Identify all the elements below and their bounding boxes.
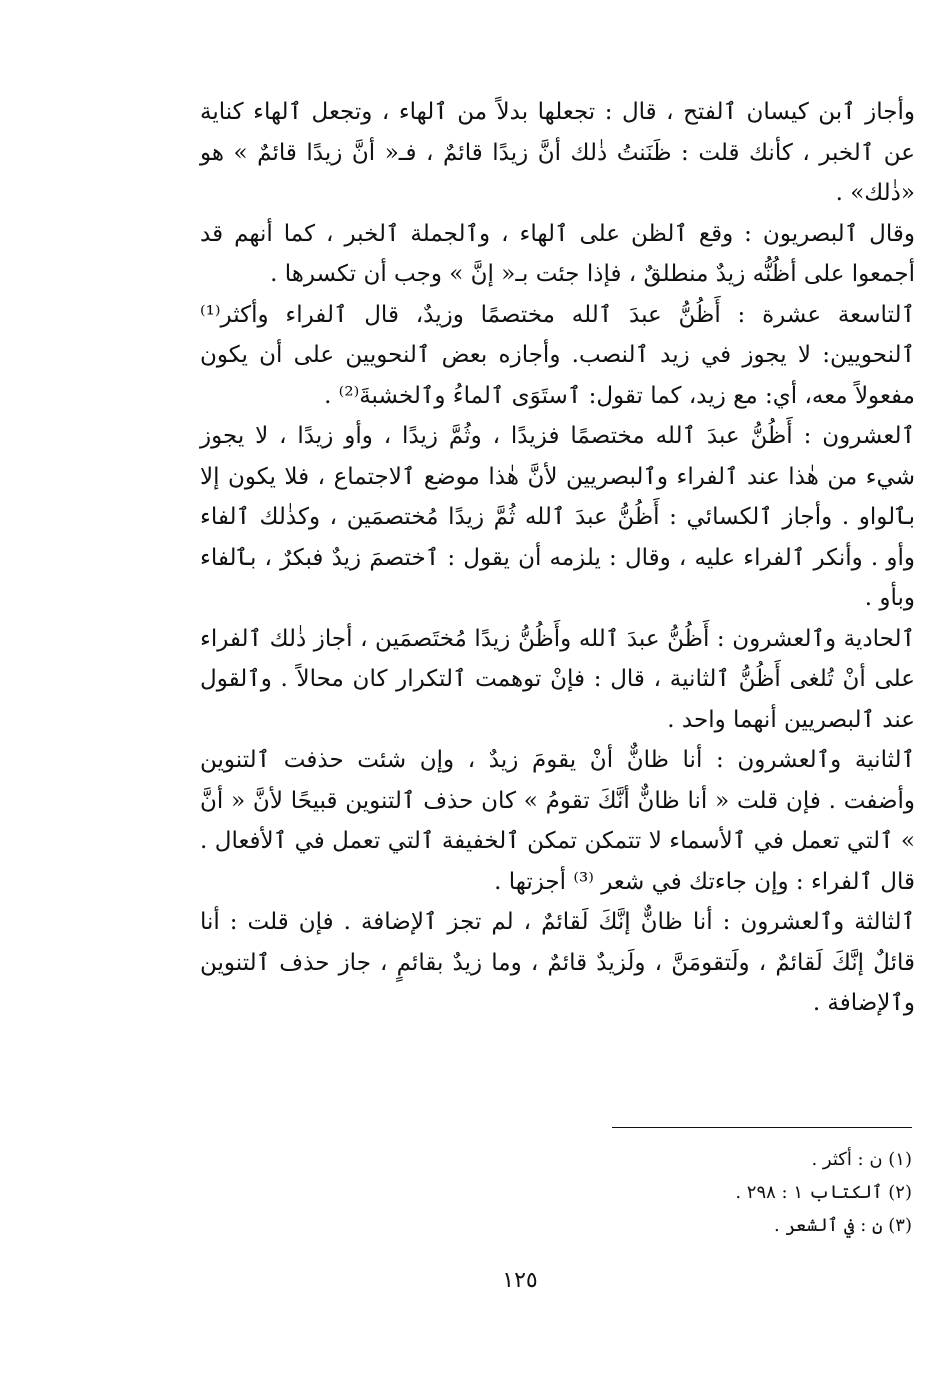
paragraph-5: ٱلحادية وٱلعشرون : أَظُنُّ عبدَ ٱلله وأَظُنُّ زيدًا مُختَصمَين ، أجاز ذٰلك ٱلفراء على أنْ تُلغى أَظُنُّ ٱلثانية ، قال : فإنْ توهمت ٱلتكرار كان محالاً . وٱلقول عند ٱلبصريين أنهما واحد . xyxy=(200,625,915,733)
paragraph-2: وقال ٱلبصريون : وقع ٱلظن على ٱلهاء ، وٱلجملة ٱلخبر ، كما أنهم قد أجمعوا على أظُنُّه زيدٌ منطلقٌ ، فإذا جئت بـ« إنَّ » وجب أن تكسرها . xyxy=(200,220,915,287)
paragraph-3: ٱلتاسعة عشرة : أَظُنُّ عبدَ ٱلله مختصمًا وزيدٌ، قال ٱلفراء وأكثر⁽¹⁾ ٱلنحويين: لا يجوز في زيد ٱلنصب. وأجازه بعض ٱلنحويين على أن يكون مفعولاً معه، أي: مع زيد، كما تقول: ٱستَوَى ٱلماءُ وٱلخشبةَ⁽²⁾ . xyxy=(200,301,915,409)
footnotes xyxy=(592,1143,912,1242)
main-text xyxy=(200,92,915,1024)
footnote-2: (٢) ٱلكتاب ١ : ٢٩٨ . xyxy=(735,1182,912,1203)
footnote-separator xyxy=(612,1127,912,1128)
footnote-3: (٣) ن : في ٱلشعر . xyxy=(774,1215,912,1236)
footnote-1: (١) ن : أكثر . xyxy=(811,1149,912,1170)
paragraph-6: ٱلثانية وٱلعشرون : أنا ظانٌّ أنْ يقومَ زيدٌ ، وإن شئت حذفت ٱلتنوين وأضفت . فإن قلت « أنا ظانٌّ أنَّكَ تقومُ » كان حذف ٱلتنوين قبيحًا لأنَّ « أنَّ » ٱلتي تعمل في ٱلأسماء لا تتمكن تمكن ٱلخفيفة ٱلتي تعمل في ٱلأفعال . قال ٱلفراء : وإن جاءتك في شعر ⁽³⁾ أجزتها . xyxy=(200,747,915,895)
paragraph-1: وأجاز ٱبن كيسان ٱلفتح ، قال : تجعلها بدلاً من ٱلهاء ، وتجعل ٱلهاء كناية عن ٱلخبر ، كأنك قلت : ظَنَنتُ ذٰلك أنَّ زيدًا قائمٌ ، فـ« أنَّ زيدًا قائمٌ » هو «ذٰلك» . xyxy=(200,99,915,206)
page-number: ١٢٥ xyxy=(502,1268,538,1293)
paragraph-7: ٱلثالثة وٱلعشرون : أنا ظانٌّ إنَّكَ لَقائمٌ ، لم تجز ٱلإضافة . فإن قلت : أنا قائلٌ إنَّكَ لَقائمٌ ، ولَتقومَنَّ ، ولَزيدٌ قائمٌ ، وما زيدٌ بقائمٍ ، جاز حذف ٱلتنوين وٱلإضافة . xyxy=(200,909,915,1016)
paragraph-4: ٱلعشرون : أَظُنُّ عبدَ ٱلله مختصمًا فزيدًا ، وثُمَّ زيدًا ، وأو زيدًا ، لا يجوز شيء من هٰذا عند ٱلفراء وٱلبصريين لأنَّ هٰذا موضع ٱلاجتماع ، فلا يكون إلا بٱلواو . وأجاز ٱلكسائي : أَظُنُّ عبدَ ٱلله ثُمَّ زيدًا مُختصمَين ، وكذٰلك ٱلفاء وأو . وأنكر ٱلفراء عليه ، وقال : يلزمه أن يقول : ٱختصمَ زيدٌ فبكرٌ ، بٱلفاء وبأو . xyxy=(200,423,915,611)
